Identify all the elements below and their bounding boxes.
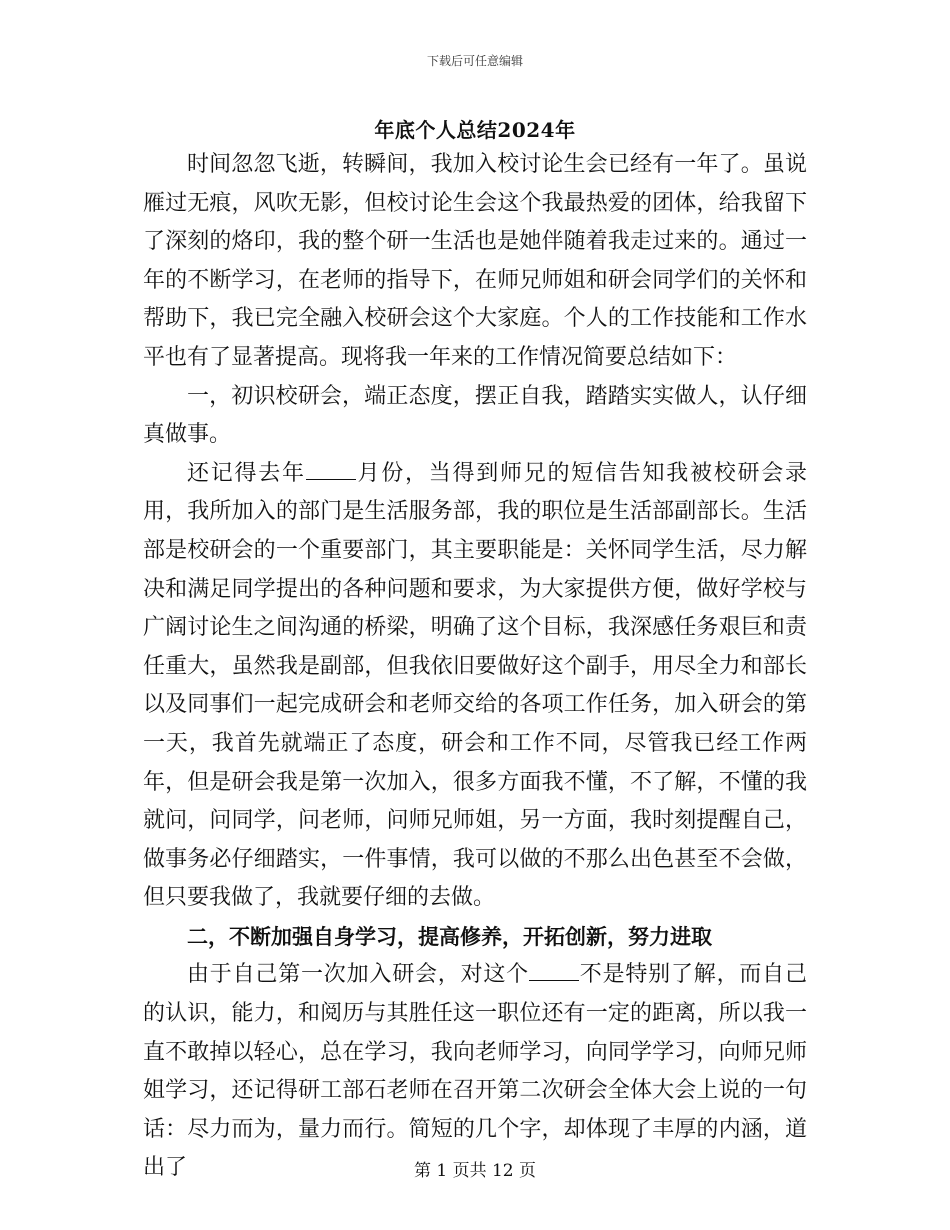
- fill-in-blank: [306, 461, 356, 480]
- paragraph-text: 还记得去年: [187, 460, 306, 486]
- paragraph-section-one: [143, 455, 807, 918]
- paragraph-intro: 时间忽忽飞逝，转瞬间，我加入校讨论生会已经有一年了。虽说雁过无痕，风吹无影，但校讨论生会这个我最热爱的团体，给我留下了深刻的烙印，我的整个研一生活也是她伴随着我走过来的。通过一年的不断学习，在老师的指导下，在师兄师姐和研会同学们的关怀和帮助下，我已完全融入校研会这个大家庭。个人的工作技能和工作水平也有了显著提高。现将我一年来的工作情况简要总结如下：: [143, 152, 807, 370]
- page-footer: 第 1 页共 12 页: [413, 1161, 537, 1181]
- paragraph-text: 月份，当得到师兄的短信告知我被校研会录用，我所加入的部门是生活服务部，我的职位是生活部副部长。生活部是校研会的一个重要部门，其主要职能是：关怀同学生活，尽力解决和满足同学提出的各种问题和要求，为大家提供方便，做好学校与广阔讨论生之间沟通的桥梁，明确了这个目标，我深感任务艰巨和责任重大，虽然我是副部，但我依旧要做好这个副手，用尽全力和部长以及同事们一起完成研会和老师交给的各项工作任务，加入研会的第一天，我首先就端正了态度，研会和工作不同，尽管我已经工作两年，但是研会我是第一次加入，很多方面我不懂，不了解，不懂的我就问，问同学，问老师，问师兄师姐，另一方面，我时刻提醒自己，做事务必仔细踏实，一件事情，我可以做的不那么出色甚至不会做，但只要我做了，我就要仔细的去做。: [143, 460, 807, 911]
- header-note: 下载后可任意编辑: [426, 54, 523, 68]
- document-title: 年底个人总结2024年: [374, 118, 576, 142]
- document-body: [143, 146, 807, 1188]
- section-two-heading: 二，不断加强自身学习，提高修养，开拓创新，努力进取: [187, 923, 712, 949]
- paragraph-text: 由于自己第一次加入研会，对这个: [187, 962, 529, 988]
- paragraph-text: 不是特别了解，而自己的认识，能力，和阅历与其胜任这一职位还有一定的距离，所以我一直不敢掉以轻心，总在学习，我向老师学习，向同学学习，向师兄师姐学习，还记得研工部石老师在召开第二次研会全体大会上说的一句话：尽力而为，量力而行。简短的几个字，却体现了丰厚的内涵，道出了: [143, 962, 807, 1181]
- section-one-heading: 一，初识校研会，端正态度，摆正自我，踏踏实实做人，认仔细真做事。: [143, 383, 807, 448]
- fill-in-blank: [529, 962, 579, 981]
- paragraph-section-two: [143, 956, 807, 1188]
